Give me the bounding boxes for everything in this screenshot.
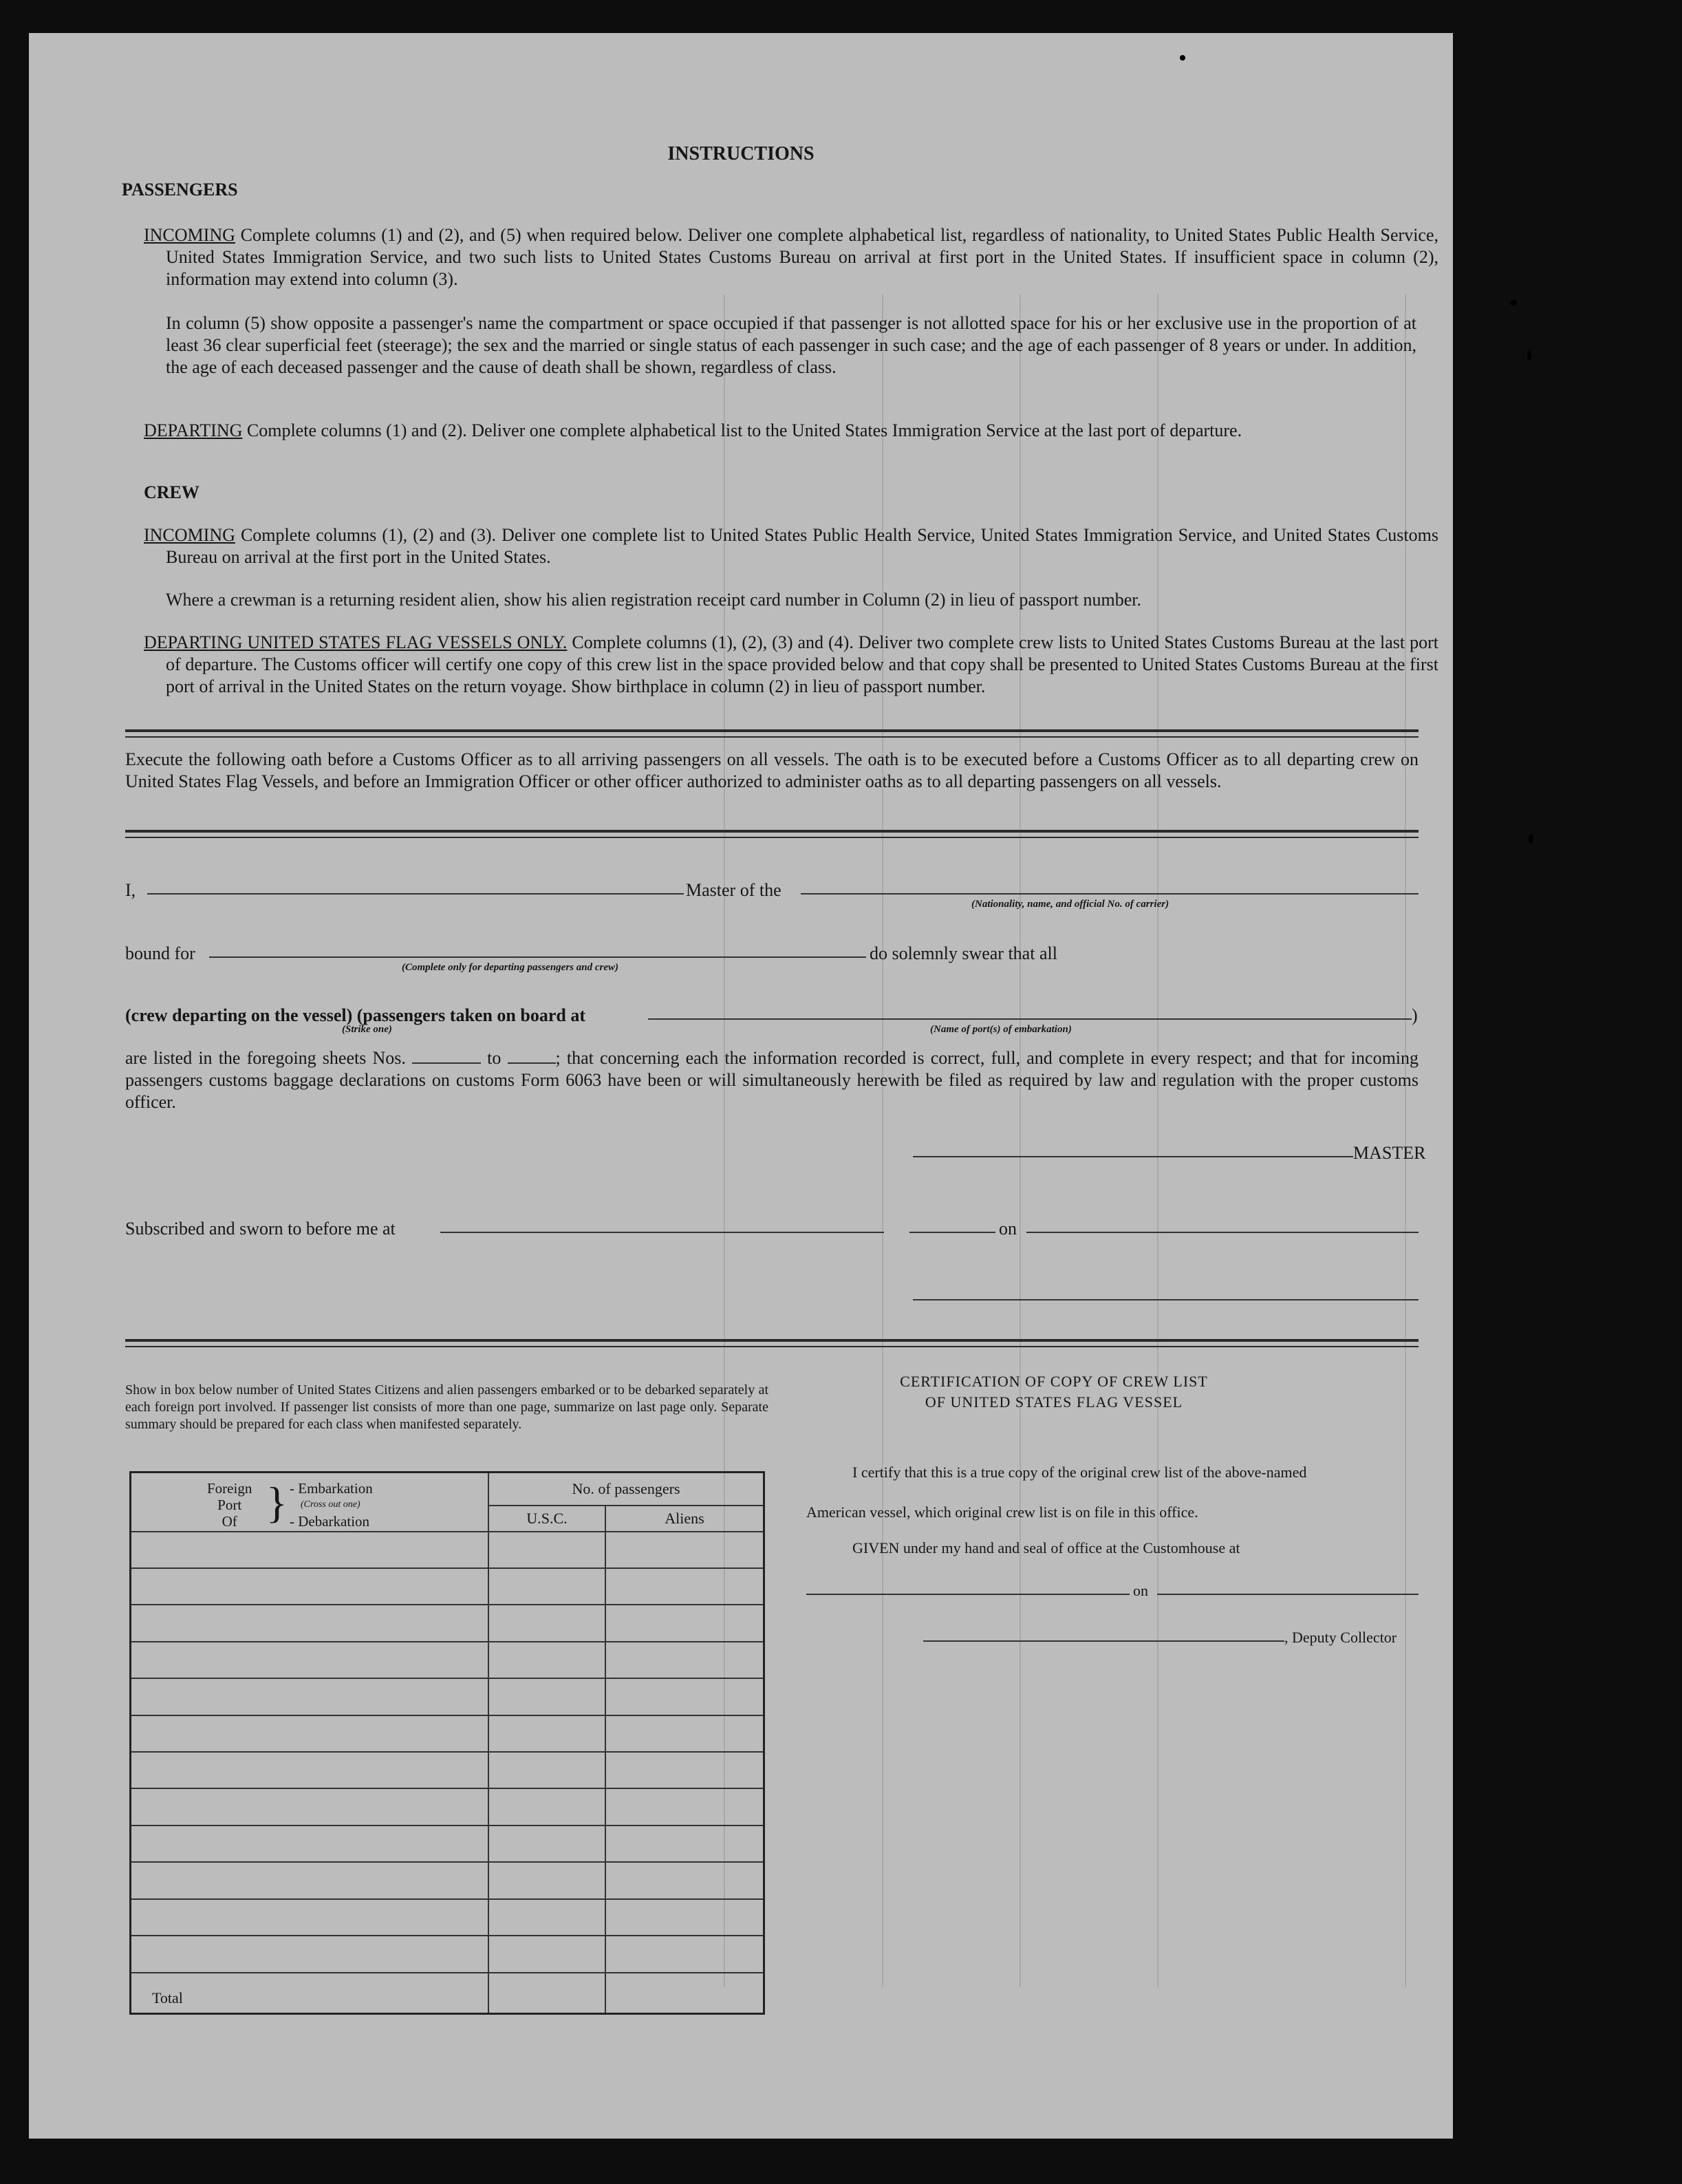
column5-paragraph: In column (5) show opposite a passenger's name the compartment or space occupied if that passenger is not allotted space for his or her exclusive use in the proportion of at least 36 clear superficial feet (steerage); the sex and the married or single status of each passenger in such case; and the age of each passenger of 8 years or under. In addition, the age of each deceased passenger and the cause of death shall be shown, regardless of class. — [166, 313, 1416, 377]
crew-incoming-label: INCOMING — [144, 525, 235, 545]
crew-departing-paragraph — [144, 632, 1438, 698]
bound-for-field[interactable] — [209, 943, 866, 958]
close-paren: ) — [1412, 1005, 1418, 1025]
crew-incoming-paragraph — [144, 524, 1438, 568]
table-row — [131, 1678, 764, 1715]
aliens-cell[interactable] — [605, 1752, 764, 1788]
passengers-incoming-paragraph — [144, 224, 1438, 290]
aliens-cell[interactable] — [605, 1532, 764, 1568]
subscribed-label: Subscribed and sworn to before me at — [125, 1219, 396, 1239]
crew-departing-label: DEPARTING UNITED STATES FLAG VESSELS ONLY. — [144, 632, 568, 652]
certification-date-field[interactable] — [1157, 1584, 1419, 1595]
customhouse-field[interactable] — [806, 1584, 1130, 1595]
divider — [125, 830, 1419, 833]
scan-speck — [1510, 300, 1517, 306]
aliens-header: Aliens — [605, 1506, 764, 1532]
aliens-cell[interactable] — [605, 1568, 764, 1605]
port-header-cell — [131, 1473, 489, 1532]
master-of-label: Master of the — [686, 880, 781, 900]
port-cell[interactable] — [131, 1532, 489, 1568]
total-label: Total — [131, 1973, 489, 2014]
divider — [125, 736, 1419, 738]
table-row — [131, 1752, 764, 1788]
port-cell[interactable] — [131, 1826, 489, 1862]
form-page — [29, 33, 1453, 2139]
divider — [125, 1339, 1419, 1342]
port-cell[interactable] — [131, 1605, 489, 1641]
debarkation-label: - Debarkation — [290, 1513, 370, 1530]
aliens-cell[interactable] — [605, 1642, 764, 1678]
usc-cell[interactable] — [488, 1899, 605, 1936]
port-cell[interactable] — [131, 1678, 489, 1715]
passengers-heading: PASSENGERS — [122, 180, 238, 200]
given-line: GIVEN under my hand and seal of office at the Customhouse at — [852, 1539, 1240, 1556]
crew-departing-label: (crew departing on the vessel) (passengers taken on board at — [125, 1005, 585, 1025]
table-row — [131, 1862, 764, 1898]
usc-cell[interactable] — [488, 1788, 605, 1825]
deputy-signature-field[interactable] — [923, 1631, 1284, 1642]
sheet-from-field[interactable] — [412, 1049, 481, 1064]
passengers-departing-label: DEPARTING — [144, 420, 243, 440]
aliens-cell[interactable] — [605, 1862, 764, 1898]
bound-for-note: (Complete only for departing passengers and crew) — [402, 962, 618, 973]
sheets-to: to — [487, 1048, 502, 1068]
brace-icon: } — [266, 1478, 288, 1527]
port-cell[interactable] — [131, 1899, 489, 1936]
usc-total-cell[interactable] — [488, 1973, 605, 2014]
total-row — [131, 1973, 764, 2014]
summary-instruction: Show in box below number of United States Citizens and alien passengers embarked or to be debarked separately at each foreign port involved. If passenger list consists of more than one page, summarize on last page only. Separate summary should be prepared for each class when manifested separately. — [125, 1382, 768, 1432]
sheets-paragraph — [125, 1047, 1419, 1113]
no-of-passengers-header: No. of passengers — [488, 1473, 764, 1506]
aliens-cell[interactable] — [605, 1936, 764, 1973]
oath-i-label: I, — [125, 880, 136, 900]
certification-title-2: OF UNITED STATES FLAG VESSEL — [925, 1393, 1183, 1411]
master-label: MASTER — [1353, 1143, 1426, 1163]
divider — [125, 1346, 1419, 1347]
certification-on: on — [1133, 1582, 1148, 1599]
carrier-note: (Nationality, name, and official No. of carrier) — [971, 899, 1169, 910]
table-row — [131, 1642, 764, 1678]
passengers-incoming-text: Complete columns (1) and (2), and (5) when required below. Deliver one complete alphabetical list, regardless of nationality, to United States Public Health Service, United States Immigration Service, and two such lists to United States Customs Bureau on arrival at first port in the United States. If insufficient space in column (2), information may extend into column (3). — [166, 225, 1439, 289]
crew-heading: CREW — [144, 482, 200, 502]
oath-intro: Execute the following oath before a Customs Officer as to all arriving passengers on all vessels. The oath is to be executed before a Customs Officer as to all departing crew on United States Flag Vessels, and before an Immigration Officer or other officer authorized to administer oaths as to all departing passengers on all vessels. — [125, 749, 1419, 791]
usc-cell[interactable] — [488, 1678, 605, 1715]
usc-header: U.S.C. — [488, 1506, 605, 1532]
officer-signature-field[interactable] — [913, 1285, 1419, 1300]
usc-cell[interactable] — [488, 1642, 605, 1678]
sheet-to-field[interactable] — [508, 1049, 556, 1064]
of-label: Of — [222, 1513, 237, 1530]
deputy-collector-label: , Deputy Collector — [1284, 1629, 1397, 1646]
strike-one-note: (Strike one) — [342, 1024, 392, 1035]
port-cell[interactable] — [131, 1568, 489, 1605]
aliens-cell[interactable] — [605, 1605, 764, 1641]
port-label: Port — [217, 1497, 242, 1513]
usc-cell[interactable] — [488, 1532, 605, 1568]
bound-for-label: bound for — [125, 943, 195, 963]
table-row — [131, 1715, 764, 1752]
table-row — [131, 1568, 764, 1605]
scan-speck — [1529, 834, 1533, 844]
port-cell[interactable] — [131, 1862, 489, 1898]
crew-incoming-text: Complete columns (1), (2) and (3). Deliver one complete list to United States Public Health Service, United States Immigration Service, and United States Customs Bureau on arrival at the first port in the United States. — [166, 525, 1438, 567]
master-name-field[interactable] — [147, 879, 684, 895]
usc-cell[interactable] — [488, 1936, 605, 1973]
aliens-cell[interactable] — [605, 1899, 764, 1936]
cross-out-note: (Cross out one) — [301, 1499, 360, 1510]
table-row — [131, 1936, 764, 1973]
certification-title-1: CERTIFICATION OF COPY OF CREW LIST — [900, 1373, 1208, 1390]
passengers-departing-text: Complete columns (1) and (2). Deliver one complete alphabetical list to the United States Immigration Service at the last port of departure. — [246, 420, 1242, 440]
table-row — [131, 1788, 764, 1825]
table-row — [131, 1826, 764, 1862]
certify-line-2: American vessel, which original crew list is on file in this office. — [806, 1503, 1198, 1521]
passengers-departing-paragraph — [144, 420, 1438, 442]
passenger-summary-table — [129, 1471, 765, 2015]
sworn-at-field-2[interactable] — [909, 1218, 995, 1233]
scan-speck — [1527, 351, 1531, 361]
aliens-cell[interactable] — [605, 1678, 764, 1715]
ports-field[interactable] — [648, 1005, 1412, 1020]
usc-cell[interactable] — [488, 1568, 605, 1605]
sworn-on-label: on — [999, 1219, 1017, 1239]
table-row — [131, 1605, 764, 1641]
sworn-date-field[interactable] — [1026, 1218, 1419, 1233]
ports-note: (Name of port(s) of embarkation) — [930, 1024, 1072, 1035]
port-cell[interactable] — [131, 1788, 489, 1825]
sheets-text-2: ; that concerning each the information recorded is correct, full, and complete in every respect; and that for incoming passengers customs baggage declarations on customs Form 6063 have been or will simultaneously herewith be filed as required by law and regulation with the proper customs officer. — [125, 1048, 1419, 1112]
master-signature-field[interactable] — [913, 1142, 1353, 1157]
usc-cell[interactable] — [488, 1715, 605, 1752]
embarkation-label: - Embarkation — [290, 1480, 373, 1497]
foreign-port-of — [207, 1480, 252, 1530]
page-title: INSTRUCTIONS — [667, 143, 815, 164]
carrier-field[interactable] — [801, 879, 1419, 895]
usc-cell[interactable] — [488, 1605, 605, 1641]
aliens-cell[interactable] — [605, 1788, 764, 1825]
aliens-total-cell[interactable] — [605, 1973, 764, 2014]
resident-alien-paragraph: Where a crewman is a returning resident alien, show his alien registration receipt card number in Column (2) in lieu of passport number. — [166, 590, 1142, 610]
port-cell[interactable] — [131, 1936, 489, 1973]
table-row — [131, 1532, 764, 1568]
passengers-incoming-label: INCOMING — [144, 225, 235, 245]
usc-cell[interactable] — [488, 1862, 605, 1898]
aliens-cell[interactable] — [605, 1715, 764, 1752]
certify-line-1: I certify that this is a true copy of the original crew list of the above-named — [852, 1464, 1307, 1481]
sheets-text-1: are listed in the foregoing sheets Nos. — [125, 1048, 406, 1068]
port-cell[interactable] — [131, 1752, 489, 1788]
port-cell[interactable] — [131, 1642, 489, 1678]
aliens-cell[interactable] — [605, 1826, 764, 1862]
sworn-at-field[interactable] — [440, 1218, 884, 1233]
port-cell[interactable] — [131, 1715, 489, 1752]
scan-speck — [1180, 55, 1185, 61]
swear-label: do solemnly swear that all — [870, 943, 1057, 963]
divider — [125, 729, 1419, 732]
usc-cell[interactable] — [488, 1752, 605, 1788]
usc-cell[interactable] — [488, 1826, 605, 1862]
table-row — [131, 1899, 764, 1936]
foreign-label: Foreign — [207, 1480, 252, 1497]
embark-labels — [290, 1480, 373, 1530]
divider — [125, 837, 1419, 838]
crew-departing-text: Complete columns (1), (2), (3) and (4). Deliver two complete crew lists to United States Customs Bureau at the last port of departure. The Customs officer will certify one copy of this crew list in the space provided below and that copy shall be presented to United States Customs Bureau at the first port of arrival in the United States on the return voyage. Show birthplace in column (2) in lieu of passport number. — [166, 632, 1438, 696]
